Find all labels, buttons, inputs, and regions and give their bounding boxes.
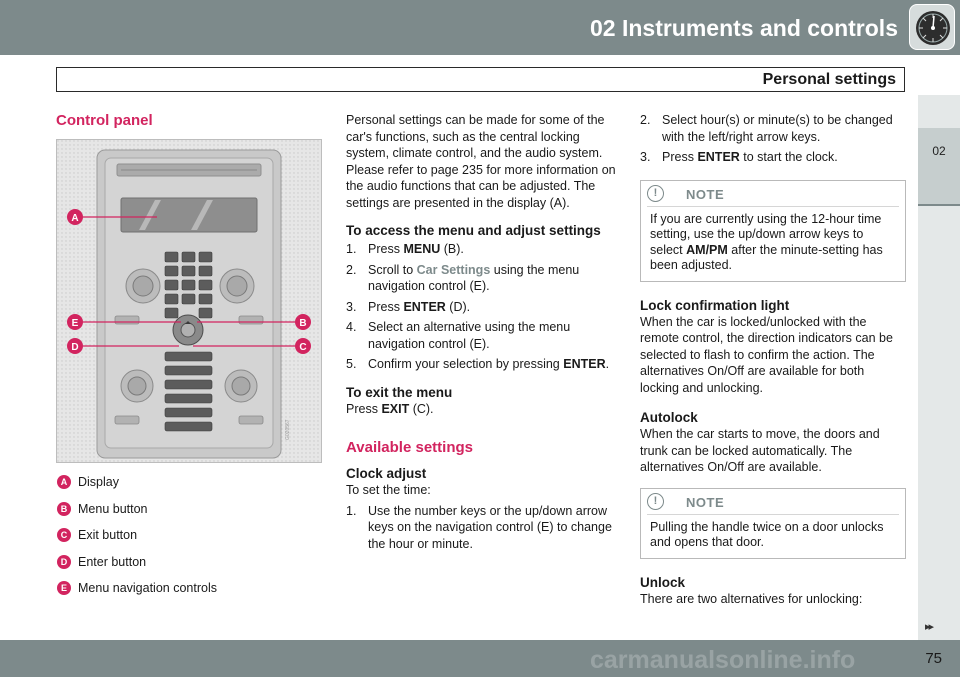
note-box	[640, 488, 906, 559]
step-text: using the menu navigation control (E).	[368, 262, 580, 293]
clock-steps-continued	[640, 112, 906, 166]
access-steps	[346, 241, 616, 373]
key-am-pm: AM/PM	[686, 242, 728, 257]
callout-a-label: A	[71, 213, 79, 224]
clock-steps	[346, 503, 616, 553]
unlock-heading: Unlock	[640, 574, 686, 590]
info-icon: !	[647, 493, 664, 510]
step-text: (D).	[445, 299, 471, 314]
legend-item-display	[56, 469, 322, 496]
note-box	[640, 180, 906, 282]
figure-legend	[56, 469, 322, 602]
lock-confirmation-text: When the car is locked/unlocked with the remote control, the direction indicators can be selected to flash to confirm the action. The alternatives On/Off are available for both locking and unlocking.	[640, 314, 893, 395]
step-number: 3.	[640, 150, 651, 164]
chapter-tab	[918, 128, 960, 206]
step-text: Select an alternative using the menu navigation control (E).	[368, 320, 571, 351]
intro-paragraph: Personal settings can be made for some of the car's functions, such as the central locking system, climate control, and the audio system. Please refer to page 235 for more information on the audio functions that can be adjusted. The settings are presented in the display (A).	[346, 113, 616, 210]
legend-label: Exit button	[78, 528, 138, 542]
car-settings-menu-item: Car Settings	[416, 262, 491, 277]
step-3	[346, 299, 616, 316]
step-text: Use the number keys or the up/down arrow keys on the navigation control (E) to change the hour or minute.	[368, 503, 612, 551]
note-header	[647, 181, 899, 207]
step-text: Select hour(s) or minute(s) to be changed with the left/right arrow keys.	[662, 113, 893, 144]
chapter-title: 02 Instruments and controls	[589, 15, 898, 41]
control-panel-heading: Control panel	[56, 112, 153, 129]
step-number: 1.	[346, 242, 357, 256]
legend-item-exit-button	[56, 522, 322, 549]
left-column	[56, 112, 322, 602]
legend-item-menu-navigation	[56, 575, 322, 602]
exit-menu-heading: To exit the menu	[346, 384, 453, 400]
legend-item-menu-button	[56, 496, 322, 523]
note-body	[641, 207, 905, 281]
callout-a	[67, 209, 83, 225]
section-bar	[56, 67, 905, 92]
callout-d	[67, 338, 83, 354]
step-4	[346, 319, 616, 352]
control-panel-illustration	[57, 140, 321, 462]
figure-code: G020567	[285, 419, 291, 440]
autolock-heading: Autolock	[640, 410, 698, 425]
next-page-arrows-icon: ▸▸	[925, 621, 933, 633]
step-number: 5.	[346, 357, 357, 371]
step-text: Scroll to	[368, 262, 417, 277]
note-header	[647, 489, 899, 515]
clock-step-1	[346, 503, 616, 553]
page-number: 75	[925, 650, 942, 667]
key-exit: EXIT	[381, 401, 410, 416]
info-icon: !	[647, 185, 664, 202]
key-enter: ENTER	[403, 299, 446, 314]
exit-text: (C).	[409, 401, 434, 416]
step-2	[346, 262, 616, 295]
key-enter: ENTER	[563, 357, 606, 371]
watermark: carmanualsonline.info	[590, 646, 856, 674]
clock-step-3	[640, 149, 906, 166]
callout-b-label: B	[299, 318, 307, 329]
step-text: to start the clock.	[739, 150, 838, 164]
note-label: NOTE	[686, 494, 725, 510]
callout-c-label: C	[299, 342, 307, 353]
legend-item-enter-button	[56, 549, 322, 576]
section-title: Personal settings	[762, 71, 896, 88]
page-header	[0, 0, 960, 55]
legend-label: Display	[78, 475, 119, 489]
callout-d-label: D	[71, 342, 79, 353]
step-number: 4.	[346, 320, 357, 334]
lock-confirmation-heading: Lock confirmation light	[640, 297, 790, 313]
callout-b	[295, 314, 311, 330]
step-text: Press	[662, 150, 698, 164]
note-text: If you are currently using the 12-hour time setting, use the up/down arrow keys to select	[650, 211, 882, 257]
control-panel-figure	[56, 139, 322, 463]
step-text: Confirm your selection by pressing	[368, 357, 564, 371]
legend-label: Menu button	[78, 501, 148, 516]
access-menu-heading: To access the menu and adjust settings	[346, 223, 601, 238]
chapter-number: 02	[932, 144, 946, 158]
clock-adjust-heading: Clock adjust	[346, 466, 427, 481]
key-menu: MENU	[403, 242, 441, 256]
step-text: Press	[368, 242, 404, 256]
step-number: 1.	[346, 503, 357, 518]
note-body: Pulling the handle twice on a door unlocks and opens that door.	[650, 519, 884, 549]
callout-c	[295, 338, 311, 354]
gauge-icon	[909, 4, 955, 50]
legend-key-b: B	[57, 502, 71, 516]
unlock-text: There are two alternatives for unlocking:	[640, 591, 863, 606]
step-5	[346, 356, 616, 373]
clock-intro: To set the time:	[346, 483, 431, 497]
step-text: (B).	[440, 242, 464, 256]
right-column	[640, 112, 906, 607]
autolock-text: When the car starts to move, the doors and trunk can be locked automatically. The alternatives On/Off are available.	[640, 427, 880, 474]
legend-label: Enter button	[78, 554, 147, 569]
note-text: after the minute-setting has been adjusted.	[650, 242, 883, 272]
step-number: 3.	[346, 299, 357, 314]
available-settings-heading: Available settings	[346, 439, 473, 456]
exit-paragraph	[346, 401, 616, 418]
step-number: 2.	[346, 262, 357, 277]
step-number: 2.	[640, 113, 651, 127]
exit-text: Press	[346, 401, 382, 416]
legend-key-c: C	[57, 528, 71, 542]
middle-column	[346, 112, 616, 556]
legend-key-a: A	[57, 475, 71, 489]
clock-step-2	[640, 112, 906, 145]
callout-e	[67, 314, 83, 330]
step-text: .	[605, 357, 610, 371]
legend-label: Menu navigation controls	[78, 581, 217, 595]
callout-e-label: E	[71, 318, 79, 329]
note-label: NOTE	[686, 186, 725, 202]
legend-key-e: E	[57, 581, 71, 595]
key-enter: ENTER	[697, 150, 740, 164]
step-1	[346, 241, 616, 258]
legend-key-d: D	[57, 555, 71, 569]
step-text: Press	[368, 299, 404, 314]
